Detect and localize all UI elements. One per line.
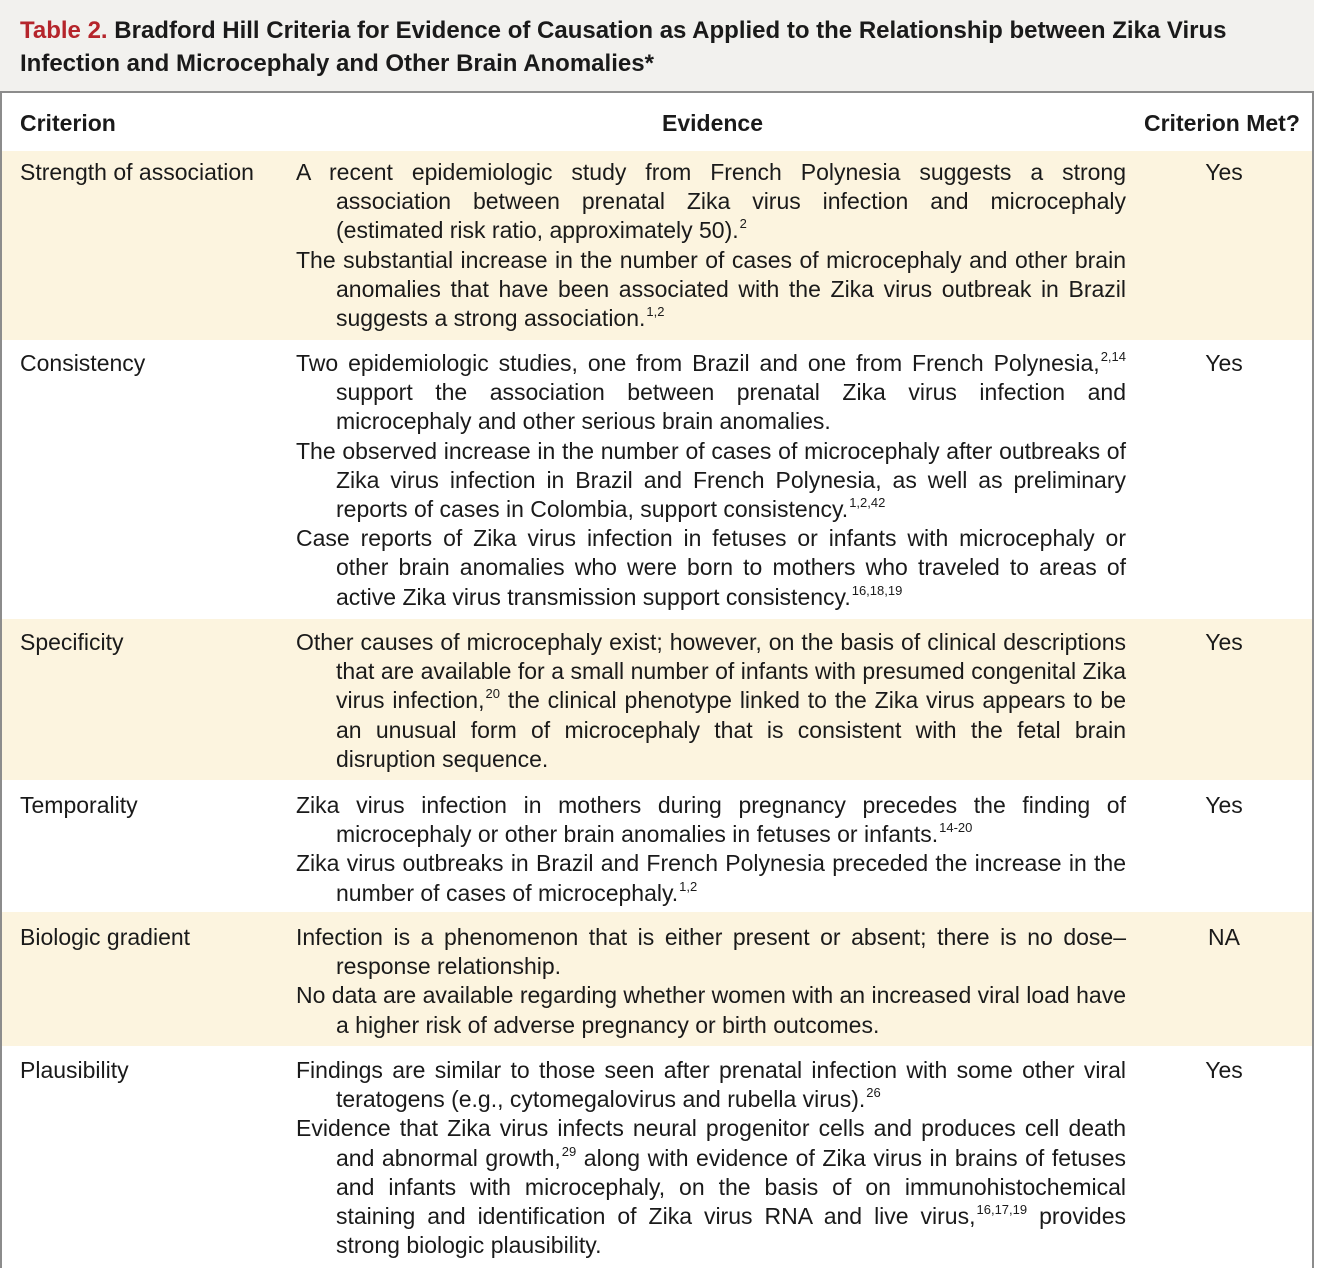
criterion-met-cell: Yes xyxy=(1205,1057,1243,1083)
criterion-cell: Consistency xyxy=(20,350,146,376)
column-header-met: Criterion Met? xyxy=(1144,110,1300,136)
criterion-met-cell: Yes xyxy=(1205,629,1243,655)
evidence-paragraph: A recent epidemiologic study from French Polynesia suggests a strong association between prenatal Zika virus infection and microcephaly (estimated risk ratio, approximately 50).$^2$ xyxy=(296,159,1126,244)
evidence-cell xyxy=(296,349,1126,612)
table-row xyxy=(2,340,1312,619)
criterion-met-cell: Yes xyxy=(1205,792,1243,818)
evidence-paragraph: Case reports of Zika virus infection in fetuses or infants with microcephaly or other brain anomalies who were born to mothers who traveled to areas of active Zika virus transmission support consistency.$^{16,18,19}$ xyxy=(296,525,1126,610)
table-caption xyxy=(0,0,1314,93)
evidence-paragraph: The observed increase in the number of cases of microcephaly after outbreaks of Zika virus infection in Brazil and French Polynesia, as well as preliminary reports of cases in Colombia, support consistency.$^{1,2,42}$ xyxy=(296,437,1126,523)
column-header-criterion: Criterion xyxy=(20,110,116,136)
evidence-cell xyxy=(296,791,1126,908)
evidence-cell xyxy=(296,158,1126,333)
table-label: Table 2. xyxy=(20,17,108,44)
evidence-paragraph: The substantial increase in the number of cases of microcephaly and other brain anomalies that have been associated with the Zika virus outbreak in Brazil suggests a strong association.$^{1,2}$ xyxy=(296,246,1126,332)
evidence-paragraph: Two epidemiologic studies, one from Brazil and one from French Polynesia,$^{2,14}$ support the association between prenatal Zika virus infection and microcephaly and other serious brain anomalies. xyxy=(296,349,1126,435)
table-row xyxy=(2,1046,1312,1268)
table-row xyxy=(2,912,1312,1046)
table-row xyxy=(2,151,1312,340)
evidence-paragraph: No data are available regarding whether women with an increased viral load have a higher risk of adverse pregnancy or birth outcomes. xyxy=(296,982,1126,1038)
table-row xyxy=(2,619,1312,780)
criterion-cell: Specificity xyxy=(20,629,124,655)
evidence-paragraph: Zika virus infection in mothers during pregnancy precedes the finding of microcephaly or other brain anomalies in fetuses or infants.$^{14-20}$ xyxy=(296,792,1126,848)
evidence-paragraph: Zika virus outbreaks in Brazil and French Polynesia preceded the increase in the number of cases of microcephaly.$^{1,2}$ xyxy=(296,850,1126,906)
evidence-paragraph: Findings are similar to those seen after prenatal infection with some other viral teratogens (e.g., cytomegalovirus and rubella virus).$^{26}$ xyxy=(296,1057,1126,1113)
criterion-cell: Temporality xyxy=(20,792,138,818)
evidence-paragraph: Evidence that Zika virus infects neural progenitor cells and produces cell death and abnormal growth,$^{29}$ along with evidence of Zika virus in brains of fetuses and infants with microcephaly, on the basis of on immunohistochemical staining and identification of Zika virus RNA and live virus,$^{16,17,19}$ provides strong biologic plausibility. xyxy=(296,1115,1127,1259)
criterion-cell: Biologic gradient xyxy=(20,924,191,950)
evidence-cell xyxy=(296,923,1126,1040)
column-header-evidence: Evidence xyxy=(662,110,763,136)
evidence-cell xyxy=(296,628,1126,774)
criterion-met-cell: NA xyxy=(1208,924,1240,950)
criterion-cell: Strength of association xyxy=(20,159,254,185)
evidence-cell xyxy=(296,1056,1126,1260)
evidence-paragraph: Other causes of microcephaly exist; however, on the basis of clinical descriptions that are available for a small number of infants with presumed congenital Zika virus infection,$^{20}$ the clinical phenotype linked to the Zika virus appears to be an unusual form of microcephaly that is consistent with the fetal brain disruption sequence. xyxy=(296,629,1126,772)
table-row xyxy=(2,780,1312,912)
criterion-cell: Plausibility xyxy=(20,1057,129,1083)
table-title: Bradford Hill Criteria for Evidence of Causation as Applied to the Relationship between Zika Virus Infection and Microcephaly and Other Brain Anomalies* xyxy=(20,17,1227,77)
criterion-met-cell: Yes xyxy=(1205,159,1243,185)
evidence-paragraph: Infection is a phenomenon that is either present or absent; there is no dose–response relationship. xyxy=(296,924,1126,980)
criterion-met-cell: Yes xyxy=(1205,350,1243,376)
